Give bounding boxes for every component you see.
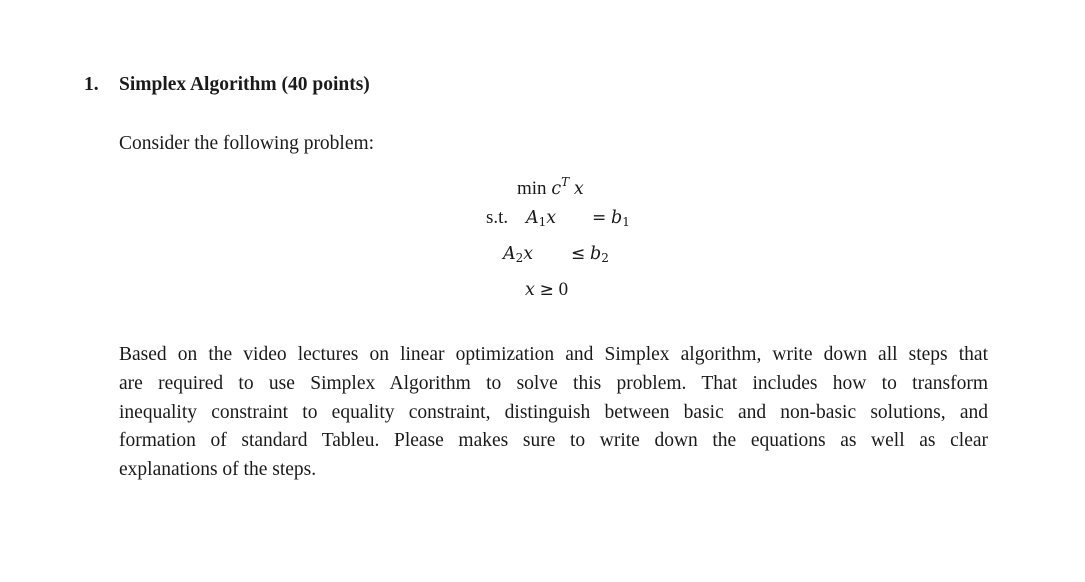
objective-variable: x xyxy=(573,179,584,199)
constraint-row-2 xyxy=(470,236,650,272)
constraint-2-matrix-sub: 2 xyxy=(515,251,524,265)
constraint-1-variable: x xyxy=(546,208,557,228)
nonnegativity-variable: x xyxy=(525,280,535,300)
subject-to-label: s.t. xyxy=(486,207,509,228)
constraint-2-relation: ≤ xyxy=(571,244,586,264)
nonnegativity-relation: ≥ xyxy=(539,280,554,300)
constraint-2-rhs: b xyxy=(590,244,602,264)
constraint-2-matrix: A xyxy=(503,244,516,264)
constraint-1-matrix: A xyxy=(526,208,539,228)
constraint-2-rhs-sub: 2 xyxy=(601,251,609,265)
objective-row xyxy=(470,164,650,200)
constraint-1-rhs: b xyxy=(611,208,623,228)
body-line-5: explanations of the steps. xyxy=(119,459,317,481)
nonnegativity-row xyxy=(470,272,650,308)
body-line-1: Based on the video lectures on linear optimization and Simplex algorithm, write down all steps that xyxy=(119,344,988,365)
body-line-2: are required to use Simplex Algorithm to solve this problem. That includes how to transform xyxy=(119,372,988,394)
constraint-row-1 xyxy=(470,200,650,236)
nonnegativity-value: 0 xyxy=(558,279,569,300)
constraint-1-relation: = xyxy=(592,208,607,228)
body-line-4: formation of standard Tableu. Please makes sure to write down the equations as well as clear xyxy=(119,430,988,452)
constraint-1-matrix-sub: 1 xyxy=(538,215,547,229)
objective-keyword: min xyxy=(517,178,547,199)
question-intro: Consider the following problem: xyxy=(119,133,375,154)
body-line-3: inequality constraint to equality constraint, distinguish between basic and non-basic solutions, and xyxy=(119,401,988,423)
question-heading xyxy=(84,74,370,96)
problem-formulation xyxy=(470,164,650,308)
question-number: 1. xyxy=(84,74,99,95)
constraint-2-variable: x xyxy=(523,244,534,264)
question-title: Simplex Algorithm (40 points) xyxy=(119,74,370,95)
objective-vector: c xyxy=(551,179,562,199)
objective-transpose: T xyxy=(561,175,570,189)
question-body xyxy=(119,341,988,485)
constraint-1-rhs-sub: 1 xyxy=(622,215,630,229)
